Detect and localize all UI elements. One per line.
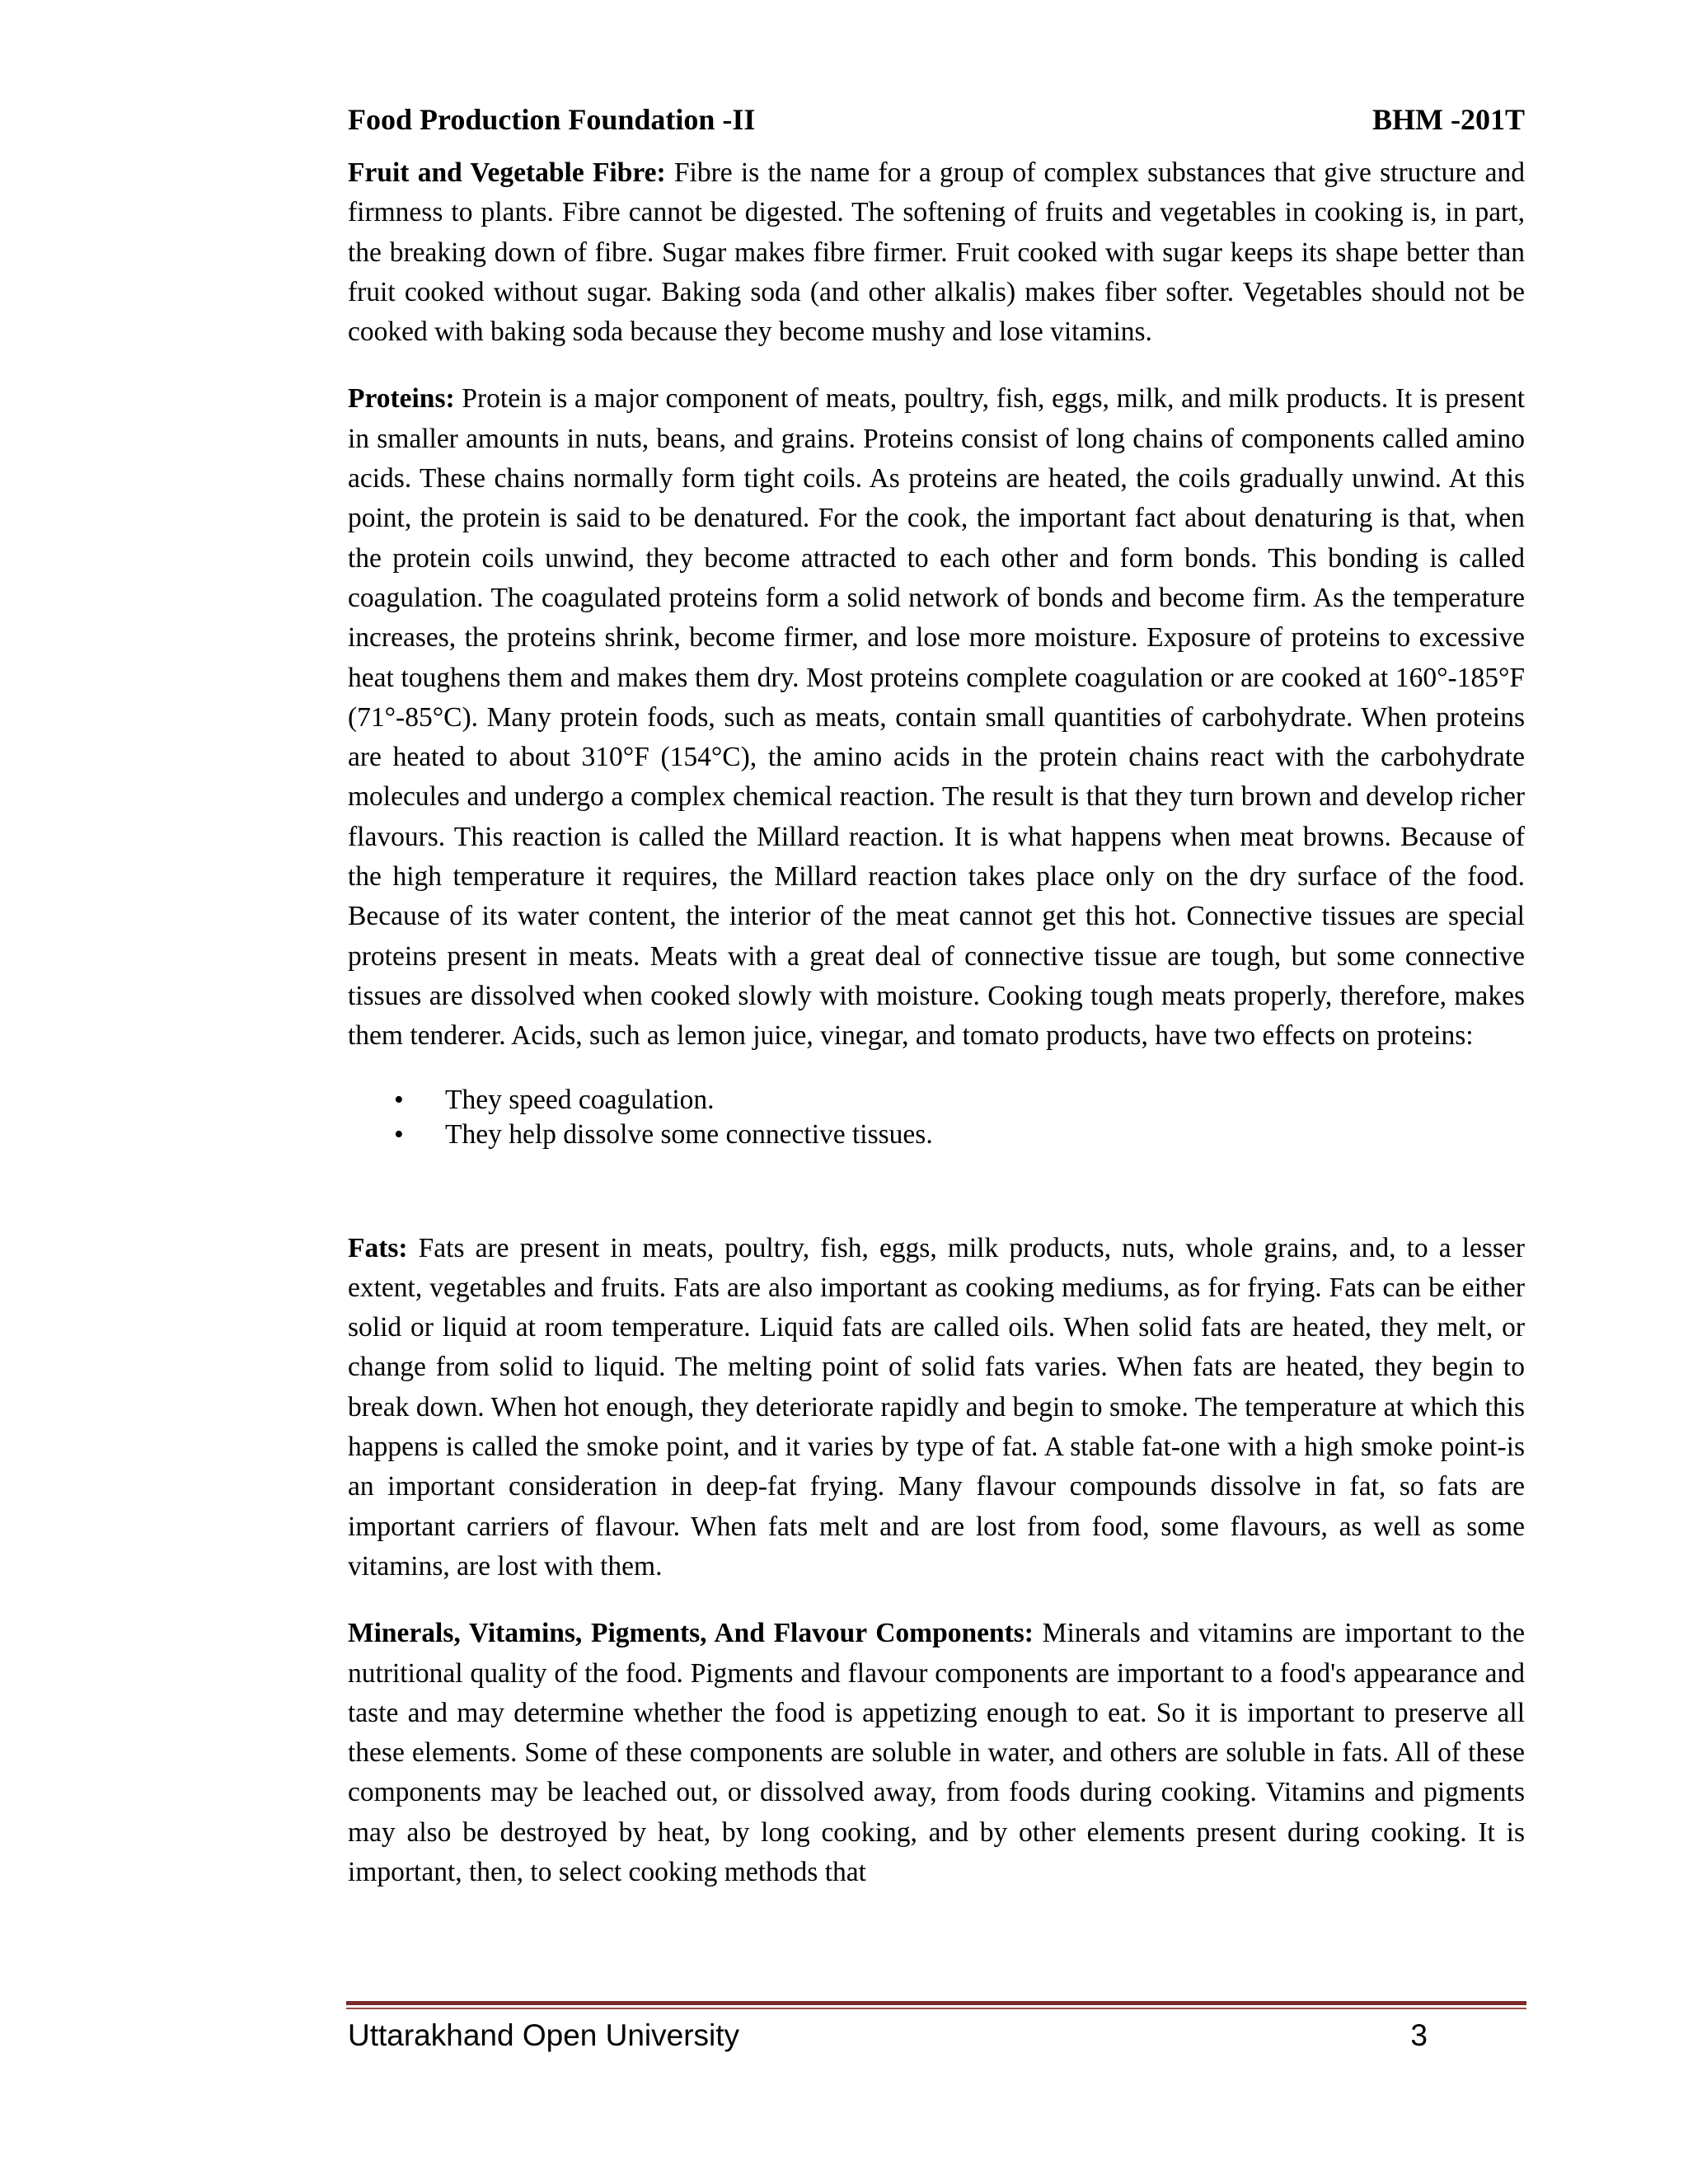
course-code: BHM -201T <box>1372 103 1525 136</box>
bullet-icon: • <box>394 1084 404 1115</box>
document-body <box>348 153 1525 1892</box>
bullet-icon: • <box>394 1118 404 1150</box>
page-number: 3 <box>1410 2018 1428 2052</box>
paragraph-fibre <box>348 153 1525 352</box>
heading-proteins: Proteins: <box>348 383 455 415</box>
heading-fats: Fats: <box>348 1232 408 1263</box>
footer-divider <box>346 2001 1526 2005</box>
university-name: Uttarakhand Open University <box>348 2018 740 2052</box>
list-item-text: They speed coagulation. <box>445 1084 715 1115</box>
text-minerals: Minerals and vitamins are important to the nutritional quality of the food. Pigments and flavour components are important to a food's appearance and taste and may determine whether the food is appetizing enough to eat. So it is important to preserve all these elements. Some of these components are soluble in water, and others are soluble in fats. All of these components may be leached out, or dissolved away, from foods during cooking. Vitamins and pigments may also be destroyed by heat, by long cooking, and by other elements present during cooking. It is important, then, to select cooking methods that <box>348 1618 1525 1887</box>
text-proteins: Protein is a major component of meats, poultry, fish, eggs, milk, and milk products. It is present in smaller amounts in nuts, beans, and grains. Proteins consist of long chains of components called amino acids. These chains normally form tight coils. As proteins are heated, the coils gradually unwind. At this point, the protein is said to be denatured. For the cook, the important fact about denaturing is that, when the protein coils unwind, they become attracted to each other and form bonds. This bonding is called coagulation. The coagulated proteins form a solid network of bonds and become firm. As the temperature increases, the proteins shrink, become firmer, and lose more moisture. Exposure of proteins to excessive heat toughens them and makes them dry. Most proteins complete coagulation or are cooked at 160°-185°F (71°-85°C). Many protein foods, such as meats, contain small quantities of carbohydrate. When proteins are heated to about 310°F (154°C), the amino acids in the protein chains react with the carbohydrate molecules and undergo a complex chemical reaction. The result is that they turn brown and develop richer flavours. This reaction is called the Millard reaction. It is what happens when meat browns. Because of the high temperature it requires, the Millard reaction takes place only on the dry surface of the food. Because of its water content, the interior of the meat cannot get this hot. Connective tissues are special proteins present in meats. Meats with a great deal of connective tissue are tough, but some connective tissues are dissolved when cooked slowly with moisture. Cooking tough meats properly, therefore, makes them tenderer. Acids, such as lemon juice, vinegar, and tomato products, have two effects on proteins: <box>348 383 1525 1052</box>
paragraph-minerals <box>348 1614 1525 1892</box>
list-item-text: They help dissolve some connective tissues. <box>445 1118 933 1150</box>
heading-minerals: Minerals, Vitamins, Pigments, And Flavour Components: <box>348 1618 1034 1649</box>
heading-fibre: Fruit and Vegetable Fibre: <box>348 157 666 188</box>
list-item <box>348 1118 1525 1152</box>
page-footer <box>348 2011 1525 2060</box>
paragraph-proteins <box>348 379 1525 1056</box>
protein-effects-list <box>348 1083 1525 1152</box>
list-item <box>348 1083 1525 1118</box>
course-title: Food Production Foundation -II <box>348 103 756 136</box>
page-header <box>348 99 1525 140</box>
paragraph-fats <box>348 1229 1525 1587</box>
text-fats: Fats are present in meats, poultry, fish, eggs, milk products, nuts, whole grains, and, to a lesser extent, vegetables and fruits. Fats are also important as cooking mediums, as for frying. Fats can be either solid or liquid at room temperature. Liquid fats are called oils. When solid fats are heated, they melt, or change from solid to liquid. The melting point of solid fats varies. When fats are heated, they begin to break down. When hot enough, they deteriorate rapidly and begin to smoke. The temperature at which this happens is called the smoke point, and it varies by type of fat. A stable fat-one with a high smoke point-is an important consideration in deep-fat frying. Many flavour compounds dissolve in fat, so fats are important carriers of flavour. When fats melt and are lost from food, some flavours, as well as some vitamins, are lost with them. <box>348 1232 1525 1582</box>
text-fibre: Fibre is the name for a group of complex substances that give structure and firmness to plants. Fibre cannot be digested. The softening of fruits and vegetables in cooking is, in part, the breaking down of fibre. Sugar makes fibre firmer. Fruit cooked with sugar keeps its shape better than fruit cooked without sugar. Baking soda (and other alkalis) makes fiber softer. Vegetables should not be cooked with baking soda because they become mushy and lose vitamins. <box>348 157 1525 348</box>
footer-divider-thin <box>346 2008 1526 2009</box>
